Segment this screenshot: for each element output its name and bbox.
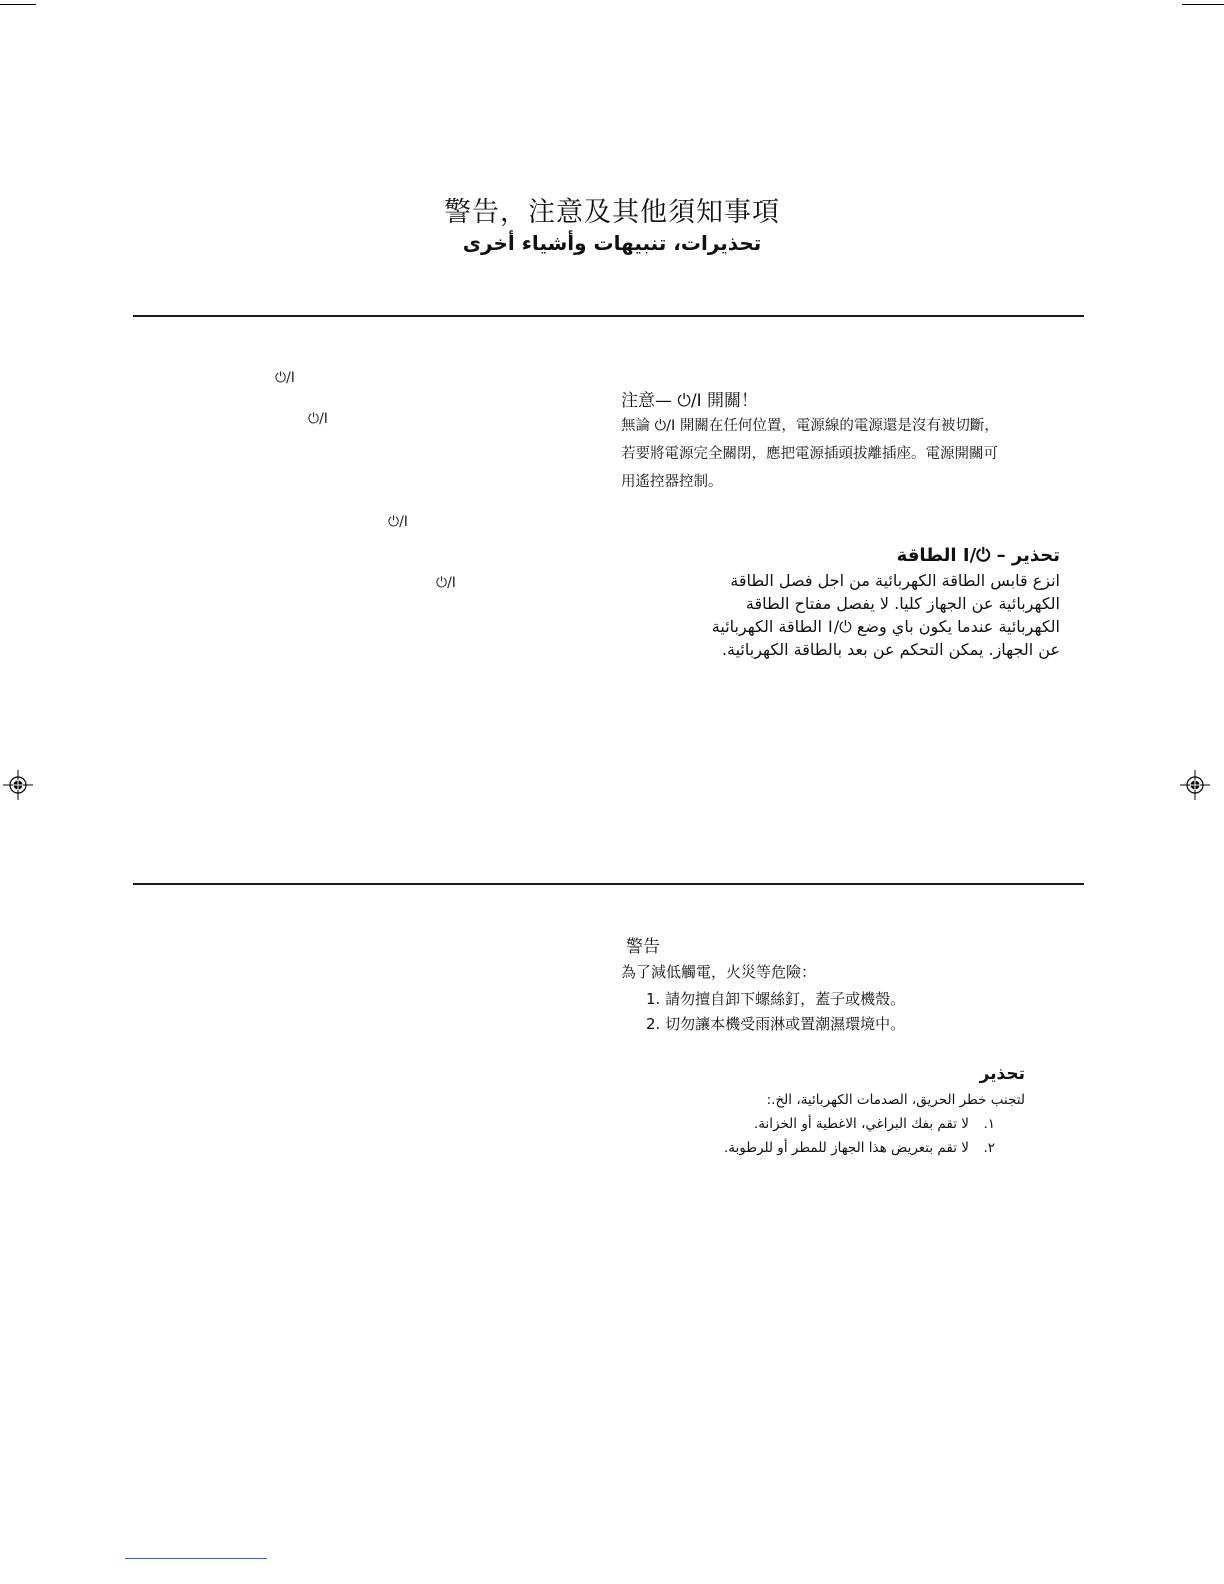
caution-line: 無論 ⏻/I 開關在任何位置，電源線的電源還是沒有被切斷， <box>621 418 999 434</box>
power-symbol-1: ⏻/I <box>275 370 295 386</box>
caution-block-arabic <box>610 543 1060 661</box>
crop-mark-top-left <box>0 4 36 5</box>
caution-line: 若要將電源完全關閉，應把電源插頭拔離插座。電源開關可 <box>621 446 998 462</box>
warning-item-arabic <box>640 1136 1025 1160</box>
item-number: ٢. <box>983 1140 995 1156</box>
warning-item-chinese: 1. 請勿擅自卸下螺絲釘，蓋子或機殼。 <box>646 990 906 1008</box>
power-symbol-4: ⏻/I <box>436 575 456 591</box>
caution-line: انزع قابس الطاقة الكهربائية من اجل فصل الطاقة <box>730 571 1060 590</box>
item-text: لا تقم بفك البراغي، الاغطية أو الخزانة. <box>753 1116 969 1132</box>
caution-line: عن الجهاز. يمكن التحكم عن بعد بالطاقة الكهربائية. <box>721 640 1060 659</box>
page-title-arabic: تحذيرات، تنبيهات وأشياء أخرى <box>462 231 762 255</box>
caution-heading-chinese: 注意— ⏻/I 開關！ <box>621 391 758 411</box>
crop-mark-top-right <box>1182 4 1224 5</box>
section-divider-bottom <box>133 883 1084 885</box>
registration-mark-left-icon <box>3 770 33 800</box>
warning-item-chinese: 2. 切勿讓本機受雨淋或置潮濕環境中。 <box>646 1015 906 1033</box>
footer-line <box>125 1558 267 1559</box>
power-symbol-2: ⏻/I <box>308 411 328 427</box>
caution-line: الكهربائية عندما يكون باي وضع ⏻/I الطاقة الكهربائية <box>711 617 1060 636</box>
power-symbol-3: ⏻/I <box>388 514 408 530</box>
warning-heading-arabic: تحذير <box>979 1064 1025 1084</box>
caution-line: الكهربائية عن الجهاز كليا. لا يفصل مفتاح الطاقة <box>745 594 1060 613</box>
caution-line: 用遙控器控制。 <box>621 474 723 490</box>
warning-heading-chinese: 警告 <box>626 937 660 957</box>
warning-item-arabic <box>640 1112 1025 1136</box>
warning-block-arabic <box>640 1062 1025 1160</box>
caution-heading-arabic: تحذير – ⏻/I الطاقة <box>896 545 1060 566</box>
item-number: ١. <box>983 1116 995 1132</box>
warning-lead-chinese: 為了減低觸電，火災等危險： <box>621 963 817 981</box>
section-divider-top <box>133 315 1084 317</box>
page-title-chinese: 警告，注意及其他須知事項 <box>444 197 780 228</box>
item-text: لا تقم بتعريض هذا الجهاز للمطر أو للرطوبة. <box>723 1140 969 1156</box>
registration-mark-right-icon <box>1180 770 1210 800</box>
warning-lead-arabic: لتجنب خطر الحريق، الصدمات الكهربائية، الخ.: <box>766 1092 1025 1108</box>
caution-body-chinese <box>621 412 1061 496</box>
